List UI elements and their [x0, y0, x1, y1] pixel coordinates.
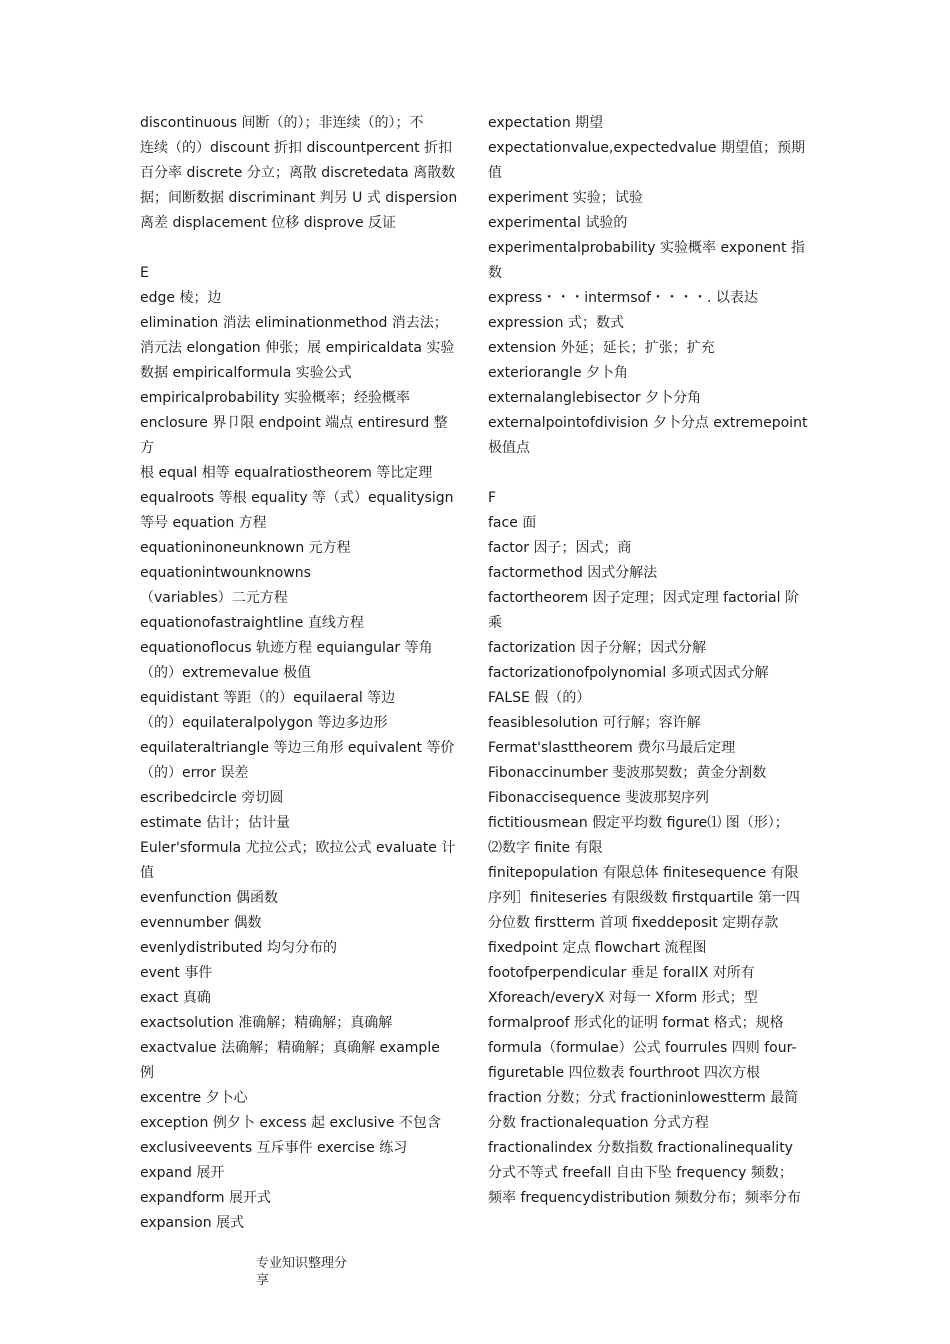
left-intro-block: [140, 111, 460, 236]
text-line: empiricalprobability 实验概率；经验概率: [140, 390, 410, 406]
text-line: face 面: [488, 515, 537, 531]
footer-line: 专业知识整理分: [256, 1256, 348, 1271]
section-spacer: [488, 461, 810, 486]
text-line: （的）equilateralpolygon 等边多边形: [140, 715, 388, 731]
text-line: event 事件: [140, 965, 213, 981]
text-line: exact 真确: [140, 990, 211, 1006]
text-line: ⑵数字 finite 有限: [488, 840, 603, 856]
section-heading-e: E: [140, 265, 149, 281]
text-line: 极值点: [488, 440, 530, 456]
text-line: elimination 消法 eliminationmethod 消去法；: [140, 315, 448, 331]
text-line: FALSE 假（的）: [488, 690, 591, 706]
text-line: Xforeach/everyX 对每一 Xform 形式；型: [488, 990, 758, 1006]
text-line: escribedcircle 旁切圆: [140, 790, 284, 806]
text-line: 值: [140, 865, 154, 881]
text-line: Fermat'slasttheorem 费尔马最后定理: [488, 740, 736, 756]
text-line: externalanglebisector 夕卜分角: [488, 390, 702, 406]
text-line: factortheorem 因子定理；因式定理 factorial 阶: [488, 590, 799, 606]
text-line: expansion 展式: [140, 1215, 245, 1231]
text-line: fraction 分数；分式 fractioninlowestterm 最简: [488, 1090, 799, 1106]
text-line: finitepopulation 有限总体 finitesequence 有限: [488, 865, 799, 881]
text-line: figuretable 四位数表 fourthroot 四次方根: [488, 1065, 761, 1081]
section-heading-f: F: [488, 490, 497, 506]
text-line: equationofastraightline 直线方程: [140, 615, 364, 631]
right-intro-block: [488, 111, 810, 461]
text-line: 分式不等式 freefall 自由下坠 frequency 频数；: [488, 1165, 793, 1181]
text-line: expectation 期望: [488, 115, 604, 131]
text-line: （的）error 误差: [140, 765, 249, 781]
text-line: experiment 实验；试验: [488, 190, 643, 206]
text-line: equationoflocus 轨迹方程 equiangular 等角: [140, 640, 433, 656]
text-line: express・・・intermsof・・・・. 以表达: [488, 290, 758, 306]
text-line: footofperpendicular 垂足 forallX 对所有: [488, 965, 755, 981]
text-line: 频率 frequencydistribution 频数分布；频率分布: [488, 1190, 801, 1206]
text-line: factorization 因子分解；因式分解: [488, 640, 707, 656]
text-line: exception 例夕卜 excess 起 exclusive 不包含: [140, 1115, 441, 1131]
text-line: expectationvalue,expectedvalue 期望值；预期: [488, 140, 805, 156]
text-line: fictitiousmean 假定平均数 figure⑴ 图（形）；: [488, 815, 789, 831]
text-line: exteriorangle 夕卜角: [488, 365, 629, 381]
text-line: 数: [488, 265, 502, 281]
text-line: 例: [140, 1065, 154, 1081]
text-line: expandform 展开式: [140, 1190, 271, 1206]
text-line: factor 因子；因式；商: [488, 540, 632, 556]
text-line: 离差 displacement 位移 disprove 反证: [140, 215, 397, 231]
text-line: Fibonaccisequence 斐波那契序列: [488, 790, 710, 806]
text-line: equidistant 等距（的）equilaeral 等边: [140, 690, 396, 706]
text-line: （的）extremevalue 极值: [140, 665, 312, 681]
text-line: experimental 试验的: [488, 215, 628, 231]
text-line: 连续（的）discount 折扣 discountpercent 折扣: [140, 140, 453, 156]
section-e-entries: [140, 286, 460, 1236]
text-line: 根 equal 相等 equalratiostheorem 等比定理: [140, 465, 433, 481]
text-line: excentre 夕卜心: [140, 1090, 248, 1106]
text-line: 分数 fractionalequation 分式方程: [488, 1115, 709, 1131]
text-line: factorizationofpolynomial 多项式因式分解: [488, 665, 769, 681]
text-line: exclusiveevents 互斥事件 exercise 练习: [140, 1140, 408, 1156]
text-line: 消元法 elongation 伸张；展 empiricaldata 实验: [140, 340, 455, 356]
text-line: extension 外延；延长；扩张；扩充: [488, 340, 715, 356]
text-line: Fibonaccinumber 斐波那契数；黄金分割数: [488, 765, 767, 781]
text-line: （variables）二元方程: [140, 590, 288, 606]
section-spacer: [140, 236, 460, 261]
text-line: 值: [488, 165, 502, 181]
text-line: discontinuous 间断（的）；非连续（的）；不: [140, 115, 424, 131]
text-line: Euler'sformula 尤拉公式；欧拉公式 evaluate 计: [140, 840, 456, 856]
text-line: evenlydistributed 均匀分布的: [140, 940, 337, 956]
text-line: 据；间断数据 discriminant 判另 U 式 dispersion: [140, 190, 458, 206]
text-line: exactsolution 准确解；精确解；真确解: [140, 1015, 393, 1031]
text-line: fractionalindex 分数指数 fractionalinequality: [488, 1140, 793, 1156]
footer-line: 享: [256, 1273, 270, 1288]
text-line: equationinoneunknown 元方程: [140, 540, 351, 556]
left-column: [140, 111, 460, 1236]
text-line: evenfunction 偶函数: [140, 890, 279, 906]
text-line: expression 式；数式: [488, 315, 624, 331]
text-line: equilateraltriangle 等边三角形 equivalent 等价: [140, 740, 455, 756]
text-line: equalroots 等根 equality 等（式）equalitysign: [140, 490, 454, 506]
section-f-entries: [488, 511, 810, 1211]
text-line: enclosure 界卩限 endpoint 端点 entiresurd 整方: [140, 415, 448, 456]
text-line: formalproof 形式化的证明 format 格式；规格: [488, 1015, 784, 1031]
text-line: experimentalprobability 实验概率 exponent 指: [488, 240, 805, 256]
text-line: 序列］finiteseries 有限级数 firstquartile 第一四: [488, 890, 800, 906]
text-line: factormethod 因式分解法: [488, 565, 658, 581]
text-line: expand 展开: [140, 1165, 225, 1181]
text-line: estimate 估计；估计量: [140, 815, 291, 831]
text-line: exactvalue 法确解；精确解；真确解 example: [140, 1040, 440, 1056]
right-column: [488, 111, 810, 1211]
text-line: 等号 equation 方程: [140, 515, 267, 531]
page-footer: [256, 1255, 356, 1289]
text-line: 百分率 discrete 分立；离散 discretedata 离散数: [140, 165, 456, 181]
text-line: 分位数 firstterm 首项 fixeddeposit 定期存款: [488, 915, 779, 931]
text-line: evennumber 偶数: [140, 915, 262, 931]
text-line: 乘: [488, 615, 502, 631]
text-line: edge 棱；边: [140, 290, 222, 306]
text-line: 数据 empiricalformula 实验公式: [140, 365, 352, 381]
text-line: formula（formulae）公式 fourrules 四则 four-: [488, 1040, 797, 1056]
text-line: fixedpoint 定点 flowchart 流程图: [488, 940, 707, 956]
text-line: equationintwounknowns: [140, 565, 311, 581]
text-line: externalpointofdivision 夕卜分点 extremepoint: [488, 415, 808, 431]
text-line: feasiblesolution 可行解；容许解: [488, 715, 701, 731]
